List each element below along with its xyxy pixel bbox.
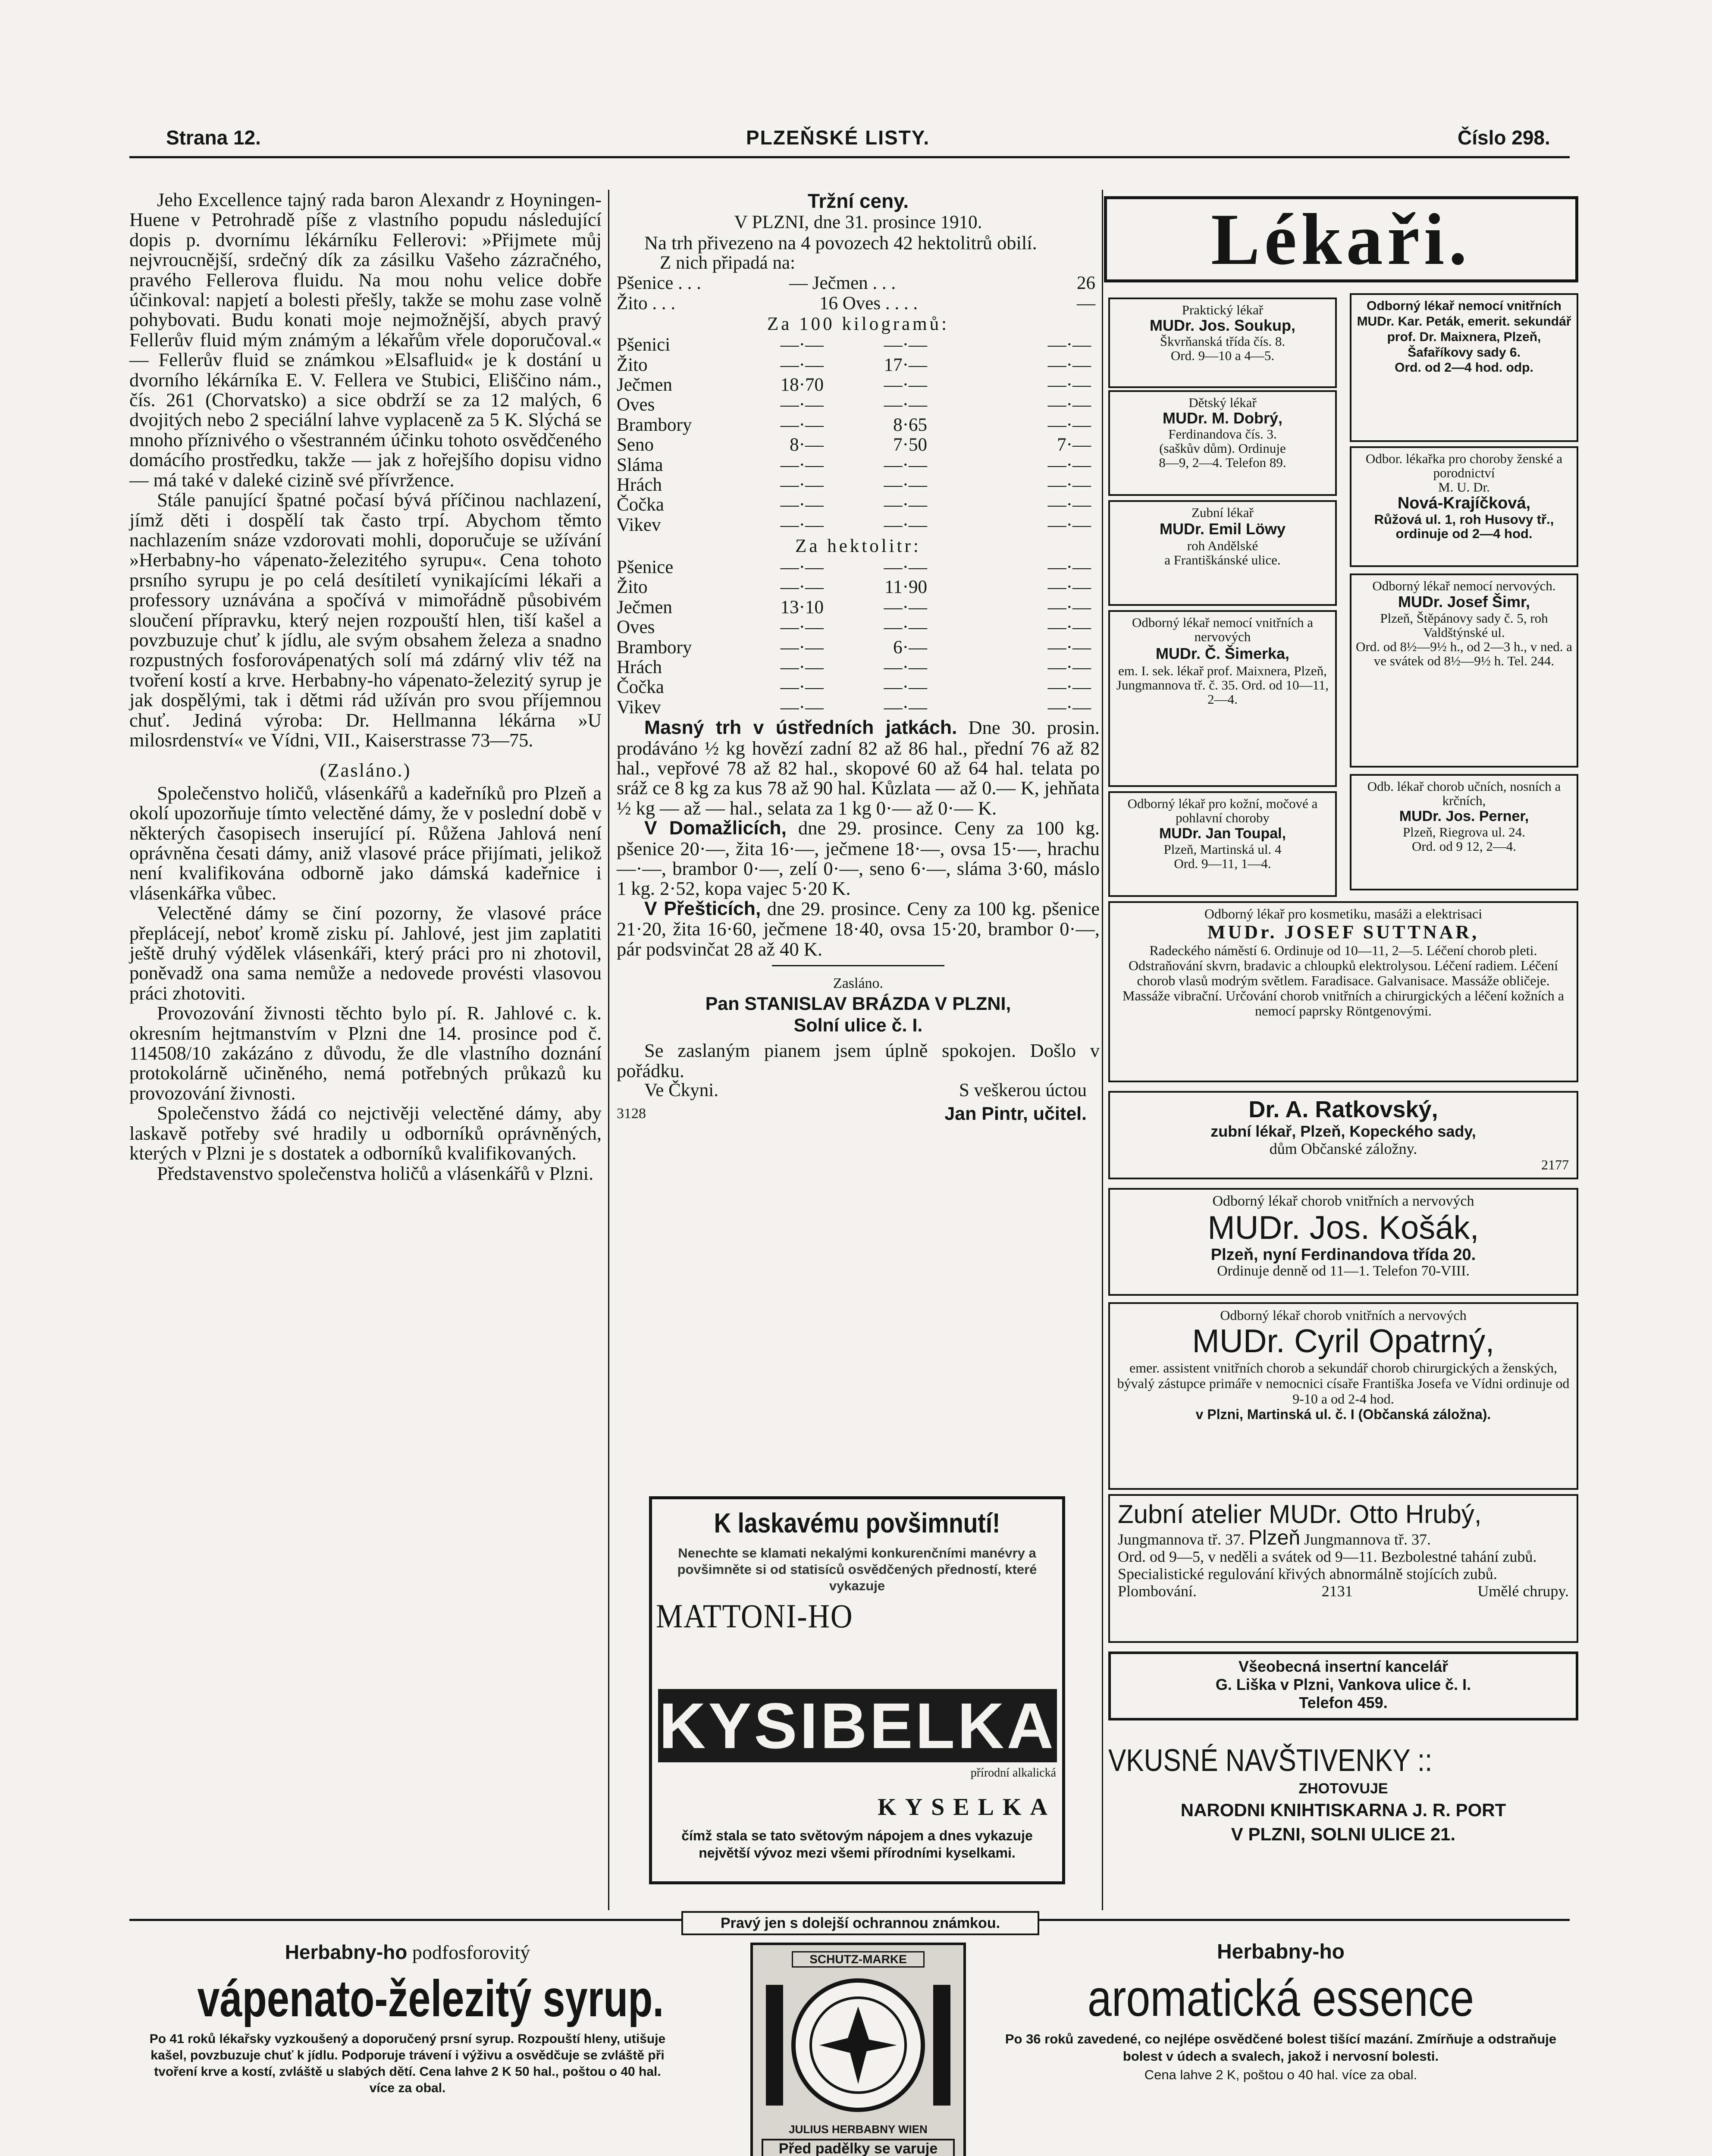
barbers-notice-4: Společenstvo žádá co nejctivěji velectěné dámy, aby laskavě potřeby své hradily u odborníků oprávněných, kterých v Plzni je s dostatek a odborníků kvalifikovaných. <box>129 1102 602 1164</box>
mattoni-brand: MATTONI-HO <box>656 1597 853 1635</box>
price-cell: —·— <box>1047 617 1091 638</box>
opatrny-role: Odborný lékař chorob vnitřních a nervových <box>1220 1307 1467 1323</box>
kosak-hours: Ordinuje denně od 11—1. Telefon 70-VIII. <box>1217 1263 1470 1279</box>
commodity-name: Žito <box>617 354 648 375</box>
doctor-info-1: Plzeň, Riegrova ul. 24. <box>1402 824 1526 840</box>
price-row <box>617 515 1100 535</box>
row-val: — Ječmen . . . <box>789 273 896 294</box>
header-rule <box>129 156 1570 158</box>
vizitky-printer: NARODNI KNIHTISKARNA J. R. PORT <box>1180 1800 1506 1820</box>
prestice-prices <box>617 899 1100 959</box>
price-cell: —·— <box>884 454 927 475</box>
market-intro: Na trh přivezeno na 4 povozech 42 hektolitrů obilí. <box>644 232 1037 254</box>
kyselka-word: KYSELKA <box>878 1794 1056 1821</box>
price-cell: —·— <box>884 597 927 617</box>
price-cell: —·— <box>1047 557 1091 578</box>
price-cell: 6·— <box>893 637 927 658</box>
doctor-role: Praktický lékař <box>1182 302 1264 317</box>
price-cell: —·— <box>780 474 824 495</box>
doctor-role: Odb. lékař chorob učních, nosních a krčních, <box>1367 779 1561 808</box>
prestice-title: V Přešticích, <box>644 898 761 919</box>
commodity-name: Oves <box>617 617 655 638</box>
stamp-top: SCHUTZ-MARKE <box>792 1951 925 1968</box>
doctor-name: MUDr. Č. Šimerka, <box>1155 645 1290 662</box>
price-row <box>617 698 1100 718</box>
price-cell: —·— <box>780 354 824 375</box>
price-row <box>617 638 1100 658</box>
market-sub: Z nich připadá na: <box>660 253 796 273</box>
price-cell: —·— <box>1047 637 1091 658</box>
kysibelka-footer: čímž stala se tato světovým nápojem a dnes vykazuje největší vývoz mezi všemi přírodními kyselkami. <box>681 1828 1033 1861</box>
column-left <box>129 190 602 1183</box>
commodity-name: Pšenici <box>617 335 671 355</box>
hl-heading: Za hektolitr: <box>795 536 921 557</box>
price-cell: —·— <box>1047 597 1091 617</box>
dentist-hruby <box>1108 1494 1578 1643</box>
hruby-chrupy: Umělé chrupy. <box>1477 1583 1569 1600</box>
price-cell: 7·— <box>1057 435 1091 455</box>
commodity-name: Sláma <box>617 454 663 475</box>
doctor-role: Odborný lékař nemocí vnitřních a nervových <box>1132 615 1314 644</box>
barbers-notice-1: Společenstvo holičů, vlásenkářů a kadeřníků pro Plzeň a okolí upozorňuje tímto velectěné dámy, že v poslední době v některých časopisech inserující pí. Růžena Jahlová není oprávněna česati dámy, aniž vlasové práce přijímati, jelikož není kvalifikována odborně jako dámská kadeřnice i vlásenkářka vůbec. <box>129 782 602 904</box>
feller-article: Jeho Excellence tajný rada baron Alexandr z Hoyningen-Huene v Petrohradě píše z vlastního popudu následující dopis p. dvornímu lékárníku Fellerovi: »Přijmete můj nejvroucnější, srdečný dík za zásilku Vašeho zázračného, pravého Fellerova fluidu. Na mou nohu velice dobře účinkoval: napjetí a bolesti přešly, takže se mohu zase volně pohybovati. Budu konati moje nejmožnější, abych pravý Fellerův fluid mým známým a lékařům vřele doporučoval.« — Fellerův fluid se známkou »Elsafluid« je k dostání u dvorního lékárníka E. V. Fellera ve Stubici, Eliščino nám., čís. 261 (Chorvatsko) a sice obdrží se za 12 malých, 6 dvojitých nebo 2 speciální lahve vyplaceně za 5 K. Slýchá se mnoho příznivého o všestranném účinku tohoto osvědčeného domácího prostředku, takže — jak z hořejšího dopisu vidno — má také v daleké cizině své přívržence. <box>129 189 602 491</box>
commodity-name: Vikev <box>617 514 661 535</box>
market-pre-row <box>617 294 1100 313</box>
price-cell: —·— <box>884 374 927 395</box>
hruby-addr-2: Jungmannova tř. 37. <box>1304 1531 1431 1548</box>
price-row <box>617 415 1100 435</box>
doctor-name: MUDr. Jos. Soukup, <box>1149 317 1296 334</box>
doctor-info-1: Růžová ul. 1, roh Husovy tř., ordinuje od 2—4 hod. <box>1374 512 1554 541</box>
kosak-name: MUDr. Jos. Košák, <box>1207 1210 1479 1246</box>
essence-brand: Herbabny-ho <box>1217 1940 1345 1963</box>
price-cell: —·— <box>1047 395 1091 415</box>
price-cell: —·— <box>884 395 927 415</box>
doctor-info-2: a Františkánské ulice. <box>1164 552 1281 567</box>
vizitky-title: VKUSNÉ NAVŠTIVENKY :: <box>1108 1743 1433 1778</box>
price-cell: —·— <box>1047 514 1091 535</box>
hruby-address <box>1118 1526 1569 1549</box>
price-row <box>617 455 1100 475</box>
price-cell: —·— <box>884 617 927 638</box>
row-val: 16 Oves . . . . <box>819 293 918 313</box>
doctor-petak <box>1350 293 1578 442</box>
doctor-kosak <box>1108 1188 1578 1296</box>
price-cell: —·— <box>780 697 824 718</box>
meat-text: Dne 30. prosin. prodáváno ½ kg hovězí zadní 82 až 86 hal., přední 76 až 82 hal., vepřové 78 až 82 hal., skopové 60 až 64 hal. telata po sráž ce 8 kg za kus 78 až 90 hal. Kůzlata — až 0.— K, jehňata ½ kg — až — hal., selata za 1 kg 0·— až 0·— K. <box>617 717 1100 819</box>
doctor-info-1: Plzeň, Štěpánovy sady č. 5, roh Valdštýnské ul. <box>1380 611 1548 640</box>
brazda-greet: S veškerou úctou <box>959 1080 1087 1100</box>
price-cell: —·— <box>780 495 824 515</box>
price-row <box>617 577 1100 597</box>
suttner-name: MUDr. JOSEF SUTTNAR, <box>1207 921 1480 943</box>
kosak-role: Odborný lékař chorob vnitřních a nervových <box>1212 1193 1474 1209</box>
doctor-lowy <box>1108 500 1337 606</box>
doctor-info-1: Ord. od 2—4 hod. odp. <box>1395 360 1533 375</box>
hl-table <box>617 558 1100 718</box>
price-cell: —·— <box>780 335 824 355</box>
doctor-info-1: Plzeň, Martinská ul. 4 <box>1163 842 1282 857</box>
price-cell: —·— <box>1047 677 1091 698</box>
doctor-info-2: (saškův dům). Ordinuje <box>1159 441 1286 456</box>
doctor-krajickova <box>1350 446 1578 567</box>
price-cell: —·— <box>780 677 824 698</box>
meat-title: Masný trh v ústředních jatkách. <box>644 717 957 739</box>
commodity-name: Čočka <box>617 677 664 698</box>
doctor-toupal <box>1108 791 1337 897</box>
kysibelka-side: přírodní alkalická <box>970 1766 1056 1780</box>
row-label: Pšenice . . . <box>617 273 701 294</box>
domazlice-text: dne 29. prosince. Ceny za 100 kg. pšenice 20·—, žita 16·—, ječmene 18·—, ovsa 15·—, hrachu —·—, brambor 0·—, zelí 0·—, seno 6·—, sláma 3·60, máslo 1 kg. 2·52, kopa vajec 5·20 K. <box>617 817 1100 899</box>
herbabny-trademark-stamp <box>750 1943 966 2156</box>
market-title: Tržní ceny. <box>807 190 909 212</box>
kysibelka-title: K laskavému povšimnutí! <box>714 1507 1000 1539</box>
commodity-name: Seno <box>617 435 654 455</box>
price-cell: —·— <box>780 414 824 435</box>
opatrny-text: emer. assistent vnitřních chorob a sekundář chorob chirurgických a ženských, bývalý zástupce primáře v nemocnici císaře Františka Josefa ve Vídni ordinuje od 9-10 a od 2-4 hod. <box>1117 1360 1570 1407</box>
price-cell: 8·— <box>790 435 824 455</box>
lekari-title-box <box>1104 196 1578 282</box>
doctor-name: Odborný lékař nemocí vnitřních MUDr. Kar. Peták, emerit. sekundář prof. Dr. Maixnera, Plzeň, Šafaříkovy sady 6. <box>1357 299 1571 360</box>
kosak-address: Plzeň, nyní Ferdinandova třída 20. <box>1210 1246 1476 1264</box>
lekari-title: Lékaři. <box>1211 199 1471 280</box>
kysibelka-logo: KYSIBELKA <box>658 1689 1057 1762</box>
price-row <box>617 558 1100 577</box>
price-cell: —·— <box>1047 657 1091 678</box>
price-cell: —·— <box>884 697 927 718</box>
price-cell: —·— <box>1047 414 1091 435</box>
hruby-city: Plzeň <box>1248 1526 1301 1549</box>
syrup-brand-line <box>138 1938 677 1966</box>
price-cell: —·— <box>780 617 824 638</box>
doctor-role: Odborný lékař nemocí nervových. <box>1372 578 1556 593</box>
doctor-opatrny <box>1108 1302 1578 1490</box>
price-row <box>617 677 1100 697</box>
doctor-info-1: roh Andělské <box>1187 538 1258 553</box>
price-cell: —·— <box>1047 577 1091 598</box>
doctor-soukup <box>1108 298 1337 388</box>
barbers-notice-3: Provozování živnosti těchto bylo pí. R. Jahlové c. k. okresním hejtmanstvím v Plzni dne 14. prosince pod č. 114508/10 zakázáno z důvodu, že dle vlastního doznání protokolárně učiněného, nemá potřebných průkazů ku provozování živnosti. <box>129 1002 602 1104</box>
price-cell: —·— <box>884 677 927 698</box>
doctor-role: Odbor. lékařka pro choroby ženské a porodnictví <box>1365 451 1563 480</box>
commodity-name: Brambory <box>617 414 692 435</box>
ratkovsky-num: 2177 <box>1541 1157 1569 1172</box>
opatrny-name: MUDr. Cyril Opatrný, <box>1192 1323 1495 1360</box>
doctor-info-1: Škvrňanská třída čís. 8. <box>1160 334 1286 349</box>
price-cell: 17·— <box>884 354 927 375</box>
liska-line1: Všeobecná insertní kancelář <box>1238 1658 1449 1675</box>
doctor-info-2: Ord. 9—11, 1—4. <box>1174 856 1271 871</box>
essence-text: Po 36 roků zavedené, co nejlépe osvědčené bolest tišící mazání. Zmírňuje a odstraňuje bolest v údech a svalech, jakož i nervosní bolesti. <box>1005 2031 1557 2064</box>
column-middle <box>617 190 1100 1124</box>
syrup-brand: Herbabny-ho <box>285 1941 408 1963</box>
price-cell: —·— <box>884 557 927 578</box>
vizitky-zhotovuje: ZHOTOVUJE <box>1298 1780 1388 1797</box>
doctor-dobry <box>1108 390 1337 496</box>
brazda-text: Se zaslaným pianem jsem úplně spokojen. Došlo v pořádku. <box>617 1040 1100 1081</box>
barbers-notice-2: Velectěné dámy se činí pozorny, že vlasové práce přeplácejí, neboť kromě zisku pí. Jahlové, jest jim zaplatiti ještě druhý výdělek vlásenkáři, který práci pro ni zhotovil, poněvadž ona sama nemůže a nedovede provésti vlasovou práci zhotoviti. <box>129 902 602 1004</box>
prestice-text: dne 29. prosince. Ceny za 100 kg. pšenice 21·20, žita 16·60, ječmene 18·40, ovsa 15·20, brambor 0·—, pár podsvinčat 28 až 40 K. <box>617 897 1100 960</box>
price-cell: —·— <box>780 577 824 598</box>
doctor-info-2: Ord. od 8½—9½ h., od 2—3 h., v ned. a ve svátek od 8½—9½ h. Tel. 244. <box>1356 639 1572 668</box>
vizitky-ad <box>1108 1742 1578 1906</box>
domazlice-prices <box>617 818 1100 899</box>
price-cell: —·— <box>1047 354 1091 375</box>
price-row <box>617 395 1100 415</box>
doctor-name: MUDr. Jos. Perner, <box>1399 808 1529 824</box>
price-row <box>617 495 1100 515</box>
commodity-name: Vikev <box>617 697 661 718</box>
doctor-info-1: em. I. sek. lékař prof. Maixnera, Plzeň, Jungmannova tř. č. 35. Ord. od 10—11, 2—4. <box>1116 663 1329 707</box>
price-row <box>617 617 1100 637</box>
doctor-name: MUDr. Josef Šimr, <box>1398 593 1530 611</box>
price-cell: —·— <box>884 495 927 515</box>
commodity-name: Oves <box>617 395 655 415</box>
doctor-suttner <box>1108 901 1578 1082</box>
price-cell: —·— <box>780 657 824 678</box>
doctor-role-2: M. U. Dr. <box>1438 479 1490 495</box>
brazda-signature: Jan Pintr, učitel. <box>944 1103 1087 1125</box>
issue-number: Číslo 298. <box>1458 126 1550 149</box>
stamp-bottom: JULIUS HERBABNY WIEN <box>789 2123 928 2136</box>
price-cell: 18·70 <box>780 374 824 395</box>
price-cell: 7·50 <box>893 435 927 455</box>
price-cell: —·— <box>1047 454 1091 475</box>
hruby-text: Ord. od 9—5, v neděli a svátek od 9—11. Bezbolestné tahání zubů. Specialistické regulování křivých abnormálně stojících zubů. <box>1118 1548 1537 1583</box>
syrup-article: Stále panující špatné počasí bývá příčinou nachlazení, jímž děti i dospělí tak často trpí. Abychom těmto nachlazením snáze vzdorovati mohli, doporučuje se užívání »Herbabny-ho vápenato-železitého syrupu«. Cena tohoto prsního syrupu je po celá desítiletí vynikajícími lékaři a professory uznávána a spočívá v mimořádně působivém sloučení přípravku, který nejen rozpouští hlen, tiší kašel a povzbuzuje chuť k jídlu, ale svým obsahem železa a snadno rozpustných fosforovápenatých solí má zdárný vliv též na tvoření kostí a krve. Herbabny-ho vápenato-železitý syrup je jak dospělými, tak i dětmi rád užíván pro svou příjemnou chuť. Jediná výroba: Dr. Hellmanna lékárna »U milosrdenství« ve Vídni, VII., Kaiserstrasse 73—75. <box>129 489 602 751</box>
commodity-name: Žito <box>617 577 648 598</box>
doctor-name: Nová-Krajíčková, <box>1397 494 1531 512</box>
doctor-role: Odborný lékař pro kožní, močové a pohlavní choroby <box>1127 796 1318 825</box>
kysibelka-text: Nenechte se klamati nekalými konkurenčními manévry a povšimněte si od statisíců osvědčených předností, které vykazuje <box>677 1545 1037 1593</box>
doctor-name: MUDr. Jan Toupal, <box>1159 825 1286 842</box>
syrup-text: Po 41 roků lékařsky vyzkoušený a doporučený prsní syrup. Rozpouští hleny, utišuje kašel, povzbuzuje chuť k jídlu. Podporuje trávení i výživu a osvědčuje se zvláště při tvoření krve a kostí, zvláště u slabých dětí. Cena lahve 2 K 50 hal., poštou o 40 hal. více za obal. <box>149 2032 666 2095</box>
suttner-text: Radeckého náměstí 6. Ordinuje od 10—11, 2—5. Léčení chorob pleti. Odstraňování skvrn, bradavic a chloupků elektrolysou. Léčení radiem. Léčení chorob vlasů modrým světlem. Faradisace. Galvanisace. Massáže obličeje. Massáže vibrační. Určování chorob vnitřních a chirurgických a léčení kožních a nemocí paprsky Röntgenovými. <box>1123 943 1564 1018</box>
doctor-info-1: Ferdinandova čís. 3. <box>1168 426 1277 442</box>
commodity-name: Brambory <box>617 637 692 658</box>
hruby-addr-1: Jungmannova tř. 37. <box>1118 1531 1245 1548</box>
brazda-address: Solní ulice č. I. <box>793 1015 923 1036</box>
brazda-sign-row1 <box>617 1081 1100 1100</box>
price-cell: —·— <box>884 474 927 495</box>
kysibelka-ad <box>649 1496 1065 1884</box>
newspaper-title: PLZEŇSKÉ LISTY. <box>746 126 930 149</box>
price-cell: —·— <box>884 657 927 678</box>
price-cell: 13·10 <box>780 597 824 617</box>
price-cell: —·— <box>1047 335 1091 355</box>
price-row <box>617 658 1100 677</box>
page-number: Strana 12. <box>166 126 261 149</box>
price-cell: —·— <box>884 514 927 535</box>
market-end-rule <box>772 965 944 966</box>
price-row <box>617 475 1100 495</box>
price-cell: —·— <box>780 454 824 475</box>
herbabny-essence-ad <box>992 1938 1570 2156</box>
zaslano2-head: Zasláno. <box>833 975 884 992</box>
price-cell: —·— <box>1047 474 1091 495</box>
price-row <box>617 355 1100 375</box>
doctor-info-3: 8—9, 2—4. Telefon 89. <box>1159 455 1286 470</box>
domazlice-title: V Domažlicích, <box>644 818 787 839</box>
commodity-name: Hrách <box>617 657 662 678</box>
ratkovsky-line2: dům Občanské záložny. <box>1269 1140 1417 1157</box>
doctor-ratkovsky <box>1108 1091 1578 1179</box>
market-pre-row <box>617 273 1100 293</box>
price-cell: —·— <box>780 557 824 578</box>
syrup-title: vápenato-železitý syrup. <box>197 1970 664 2028</box>
hruby-footer <box>1118 1583 1569 1600</box>
hruby-plomb: Plombování. <box>1118 1583 1197 1600</box>
kg-heading: Za 100 kilogramů: <box>767 314 950 335</box>
price-cell: —·— <box>884 335 927 355</box>
price-cell: 8·65 <box>893 414 927 435</box>
commodity-name: Čočka <box>617 495 664 515</box>
stamp-label: Před padělky se varuje <box>762 2139 955 2156</box>
herbabny-badge: Pravý jen s dolejší ochrannou známkou. <box>681 1911 1039 1935</box>
commodity-name: Ječmen <box>617 374 672 395</box>
hruby-title: Zubní atelier MUDr. Otto Hrubý, <box>1118 1500 1482 1529</box>
meat-market <box>617 718 1100 818</box>
brazda-sign-row2 <box>617 1104 1100 1124</box>
liska-ad <box>1108 1651 1578 1720</box>
brazda-num: 3128 <box>617 1106 646 1122</box>
doctor-name: MUDr. M. Dobrý, <box>1162 409 1282 427</box>
brazda-place: Ve Čkyni. <box>644 1080 718 1100</box>
price-row <box>617 435 1100 455</box>
doctor-perner <box>1350 774 1578 890</box>
commodity-name: Hrách <box>617 474 662 495</box>
kg-table <box>617 335 1100 535</box>
column-divider-2 <box>1102 190 1103 1910</box>
barbers-signature: Představenstvo společenstva holičů a vlásenkářů v Plzni. <box>157 1162 594 1184</box>
doctor-info-2: Ord. 9—10 a 4—5. <box>1170 348 1275 363</box>
hruby-num: 2131 <box>1321 1583 1353 1600</box>
price-row <box>617 375 1100 395</box>
liska-line2: G. Liška v Plzni, Vankova ulice č. I. <box>1215 1676 1471 1693</box>
price-cell: —·— <box>780 395 824 415</box>
price-cell: 11·90 <box>884 577 927 598</box>
doctor-simr <box>1350 573 1578 768</box>
ratkovsky-name: Dr. A. Ratkovský, <box>1248 1097 1438 1122</box>
zaslano-heading: (Zasláno.) <box>320 759 411 781</box>
doctor-name: MUDr. Emil Löwy <box>1159 520 1286 538</box>
herbabny-syrup-ad <box>138 1938 677 2156</box>
essence-price: Cena lahve 2 K, poštou o 40 hal. více za obal. <box>1144 2067 1417 2082</box>
brazda-name: Pan STANISLAV BRÁZDA V PLZNI, <box>705 993 1011 1015</box>
row-val2: 26 <box>1077 273 1095 294</box>
suttner-role: Odborný lékař pro kosmetiku, masáži a elektrisaci <box>1204 906 1483 921</box>
price-cell: —·— <box>780 637 824 658</box>
market-place-date: V PLZNI, dne 31. prosince 1910. <box>734 212 982 232</box>
commodity-name: Ječmen <box>617 597 672 617</box>
doctor-role: Zubní lékař <box>1192 505 1254 520</box>
column-divider-1 <box>608 190 609 1910</box>
commodity-name: Pšenice <box>617 557 674 578</box>
price-cell: —·— <box>1047 697 1091 718</box>
doctor-info-2: Ord. od 9 12, 2—4. <box>1412 839 1516 854</box>
price-row <box>617 598 1100 617</box>
opatrny-address: v Plzni, Martinská ul. č. I (Občanská záložna). <box>1195 1407 1491 1422</box>
essence-title: aromatická essence <box>1087 1969 1474 2027</box>
doctor-role: Dětský lékař <box>1188 395 1257 410</box>
price-cell: —·— <box>780 514 824 535</box>
doctor-simerka <box>1108 610 1337 787</box>
row-val2: — <box>1077 293 1095 313</box>
ratkovsky-line1: zubní lékař, Plzeň, Kopeckého sady, <box>1210 1122 1476 1140</box>
vizitky-address: V PLZNI, SOLNI ULICE 21. <box>1231 1824 1456 1844</box>
price-cell: —·— <box>1047 374 1091 395</box>
price-cell: —·— <box>1047 495 1091 515</box>
row-label: Žito . . . <box>617 293 676 313</box>
price-row <box>617 335 1100 355</box>
trademark-emblem-icon <box>753 1968 963 2123</box>
liska-line3: Telefon 459. <box>1299 1694 1388 1711</box>
syrup-sub: podfosforovitý <box>412 1941 530 1963</box>
